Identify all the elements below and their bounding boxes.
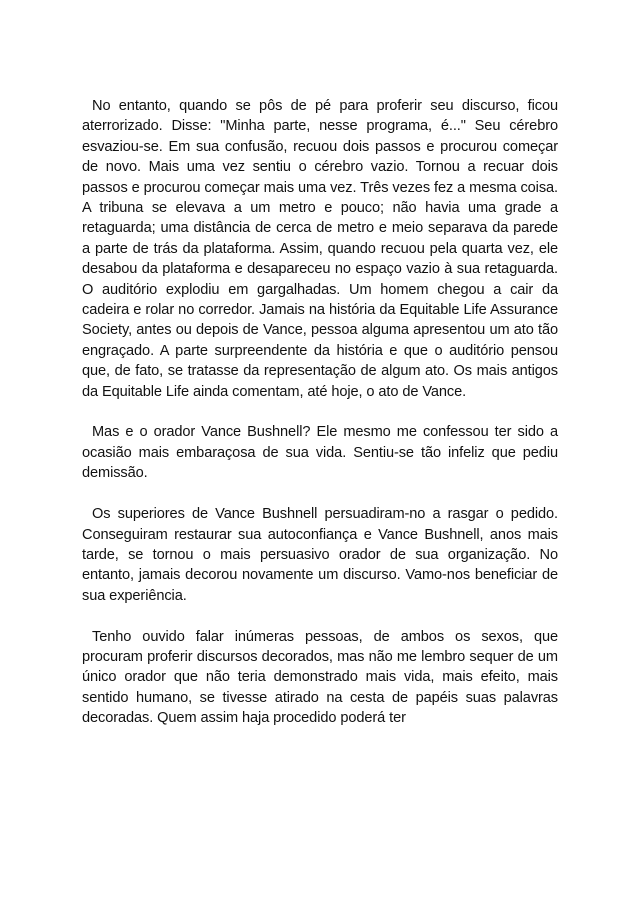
paragraph-2: Mas e o orador Vance Bushnell? Ele mesmo me confessou ter sido a ocasião mais embaraçosa de sua vida. Sentiu-se tão infeliz que pediu demissão. xyxy=(82,424,558,482)
paragraph-3: Os superiores de Vance Bushnell persuadiram-no a rasgar o pedido. Conseguiram restaurar sua autoconfiança e Vance Bushnell, anos mais tarde, se tornou o mais persuasivo orador de sua organização. No entanto, jamais decorou novamente um discurso. Vamo-nos beneficiar de sua experiência. xyxy=(82,506,558,604)
paragraph-1: No entanto, quando se pôs de pé para proferir seu discurso, ficou aterrorizado. Disse: "Minha parte, nesse programa, é..." Seu cérebro esvaziou-se. Em sua confusão, recuou dois passos e procurou começar de novo. Mais uma vez sentiu o cérebro vazio. Tornou a recuar dois passos e procurou começar mais uma vez. Três vezes fez a mesma coisa. A tribuna se elevava a um metro e pouco; não havia uma grade a retaguarda; uma distância de cerca de metro e meio separava da parede a parte de trás da plataforma. Assim, quando recuou pela quarta vez, ele desabou da plataforma e desapareceu no espaço vazio à sua retaguarda. O auditório explodiu em gargalhadas. Um homem chegou a cair da cadeira e rolar no corredor. Jamais na história da Equitable Life Assurance Society, antes ou depois de Vance, pessoa alguma apresentou um ato tão engraçado. A parte surpreendente da história e que o auditório pensou que, de fato, se tratasse da representação de algum ato. Os mais antigos da Equitable Life ainda comentam, até hoje, o ato de Vance. xyxy=(82,98,558,400)
document-page xyxy=(82,96,558,749)
paragraph-4: Tenho ouvido falar inúmeras pessoas, de ambos os sexos, que procuram proferir discursos decorados, mas não me lembro sequer de um único orador que não teria demonstrado mais vida, mais efeito, mais sentido humano, se tivesse atirado na cesta de papéis suas palavras decoradas. Quem assim haja procedido poderá ter xyxy=(82,628,558,727)
